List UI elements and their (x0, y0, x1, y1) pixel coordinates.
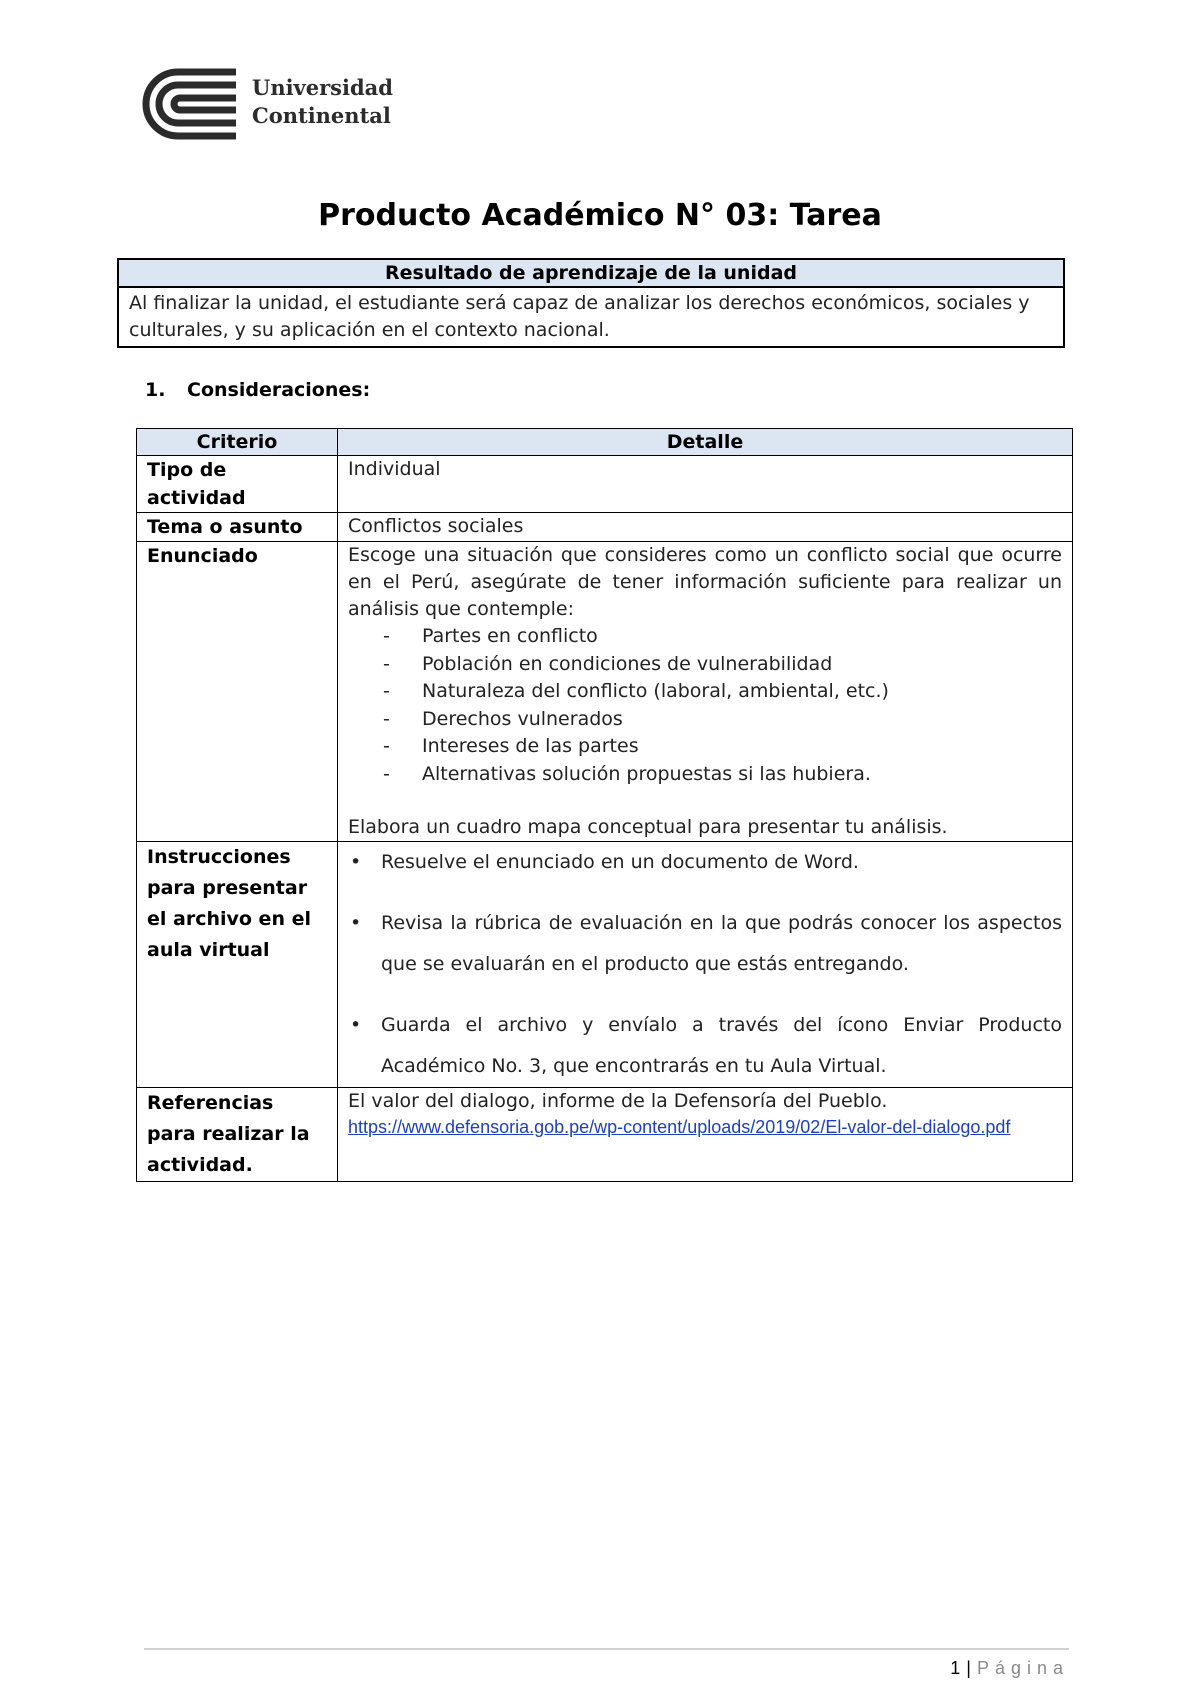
label-tipo-actividad: Tipo de actividad (137, 456, 338, 513)
table-header-row (137, 429, 1073, 456)
list-item: - Naturaleza del conflicto (laboral, ambiental, etc.) (383, 678, 1062, 706)
enunciado-intro: Escoge una situación que consideres como un conflicto social que ocurre en el Perú, asegúrate de tener información suficiente para realizar un análisis que contemple: (348, 544, 1062, 620)
learning-outcome-box (117, 258, 1065, 348)
enunciado-list (348, 623, 1062, 788)
label-enunciado: Enunciado (137, 542, 338, 842)
university-name-line1: Universidad (252, 75, 393, 100)
row-enunciado (137, 542, 1073, 842)
row-tipo-actividad (137, 456, 1073, 513)
value-instrucciones (338, 842, 1073, 1088)
list-item: - Alternativas solución propuestas si las hubiera. (383, 761, 1062, 789)
list-item: - Partes en conflicto (383, 623, 1062, 651)
row-instrucciones (137, 842, 1073, 1088)
page-label: Página (976, 1658, 1069, 1678)
row-referencias (137, 1088, 1073, 1182)
instrucciones-list (348, 842, 1062, 1087)
label-referencias: Referencias para realizar la actividad. (137, 1088, 338, 1182)
label-tema-asunto: Tema o asunto (137, 513, 338, 542)
university-name (252, 74, 393, 130)
list-item: • Revisa la rúbrica de evaluación en la que podrás conocer los aspectos que se evaluarán en el producto que estás entregando. (348, 903, 1062, 985)
referencias-text: El valor del dialogo, informe de la Defensoría del Pueblo. (348, 1090, 888, 1112)
enunciado-closing: Elabora un cuadro mapa conceptual para presentar tu análisis. (348, 816, 948, 838)
document-title: Producto Académico N° 03: Tarea (318, 198, 882, 233)
list-item: - Intereses de las partes (383, 733, 1062, 761)
page-footer (950, 1656, 1069, 1680)
list-item: • Resuelve el enunciado en un documento de Word. (348, 842, 1062, 883)
list-item: - Población en condiciones de vulnerabilidad (383, 651, 1062, 679)
learning-outcome-text: Al finalizar la unidad, el estudiante será capaz de analizar los derechos económicos, sociales y culturales, y su aplicación en el contexto nacional. (129, 292, 1030, 341)
section-heading (145, 376, 370, 404)
row-tema-asunto (137, 513, 1073, 542)
value-referencias (338, 1088, 1073, 1182)
value-tema-asunto: Conflictos sociales (338, 513, 1073, 542)
university-logo (140, 66, 400, 142)
label-instrucciones: Instrucciones para presentar el archivo en el aula virtual (137, 842, 338, 1088)
footer-separator: | (966, 1658, 971, 1678)
footer-divider (144, 1648, 1069, 1650)
university-name-line2: Continental (252, 103, 391, 128)
value-tipo-actividad: Individual (338, 456, 1073, 513)
page-number: 1 (950, 1658, 961, 1678)
header-criterio: Criterio (137, 429, 338, 456)
section-number: 1. (145, 379, 166, 401)
value-enunciado (338, 542, 1073, 842)
header-detalle: Detalle (338, 429, 1073, 456)
list-item: - Derechos vulnerados (383, 706, 1062, 734)
learning-outcome-header: Resultado de aprendizaje de la unidad (119, 260, 1063, 288)
section-title: Consideraciones: (187, 379, 371, 401)
list-item: • Guarda el archivo y envíalo a través del ícono Enviar Producto Académico No. 3, que encontrarás en tu Aula Virtual. (348, 1005, 1062, 1087)
criteria-table (136, 428, 1073, 1182)
university-logo-icon (140, 66, 240, 142)
reference-link[interactable]: https://www.defensoria.gob.pe/wp-content/uploads/2019/02/El-valor-del-dialogo.pdf (348, 1117, 1011, 1137)
